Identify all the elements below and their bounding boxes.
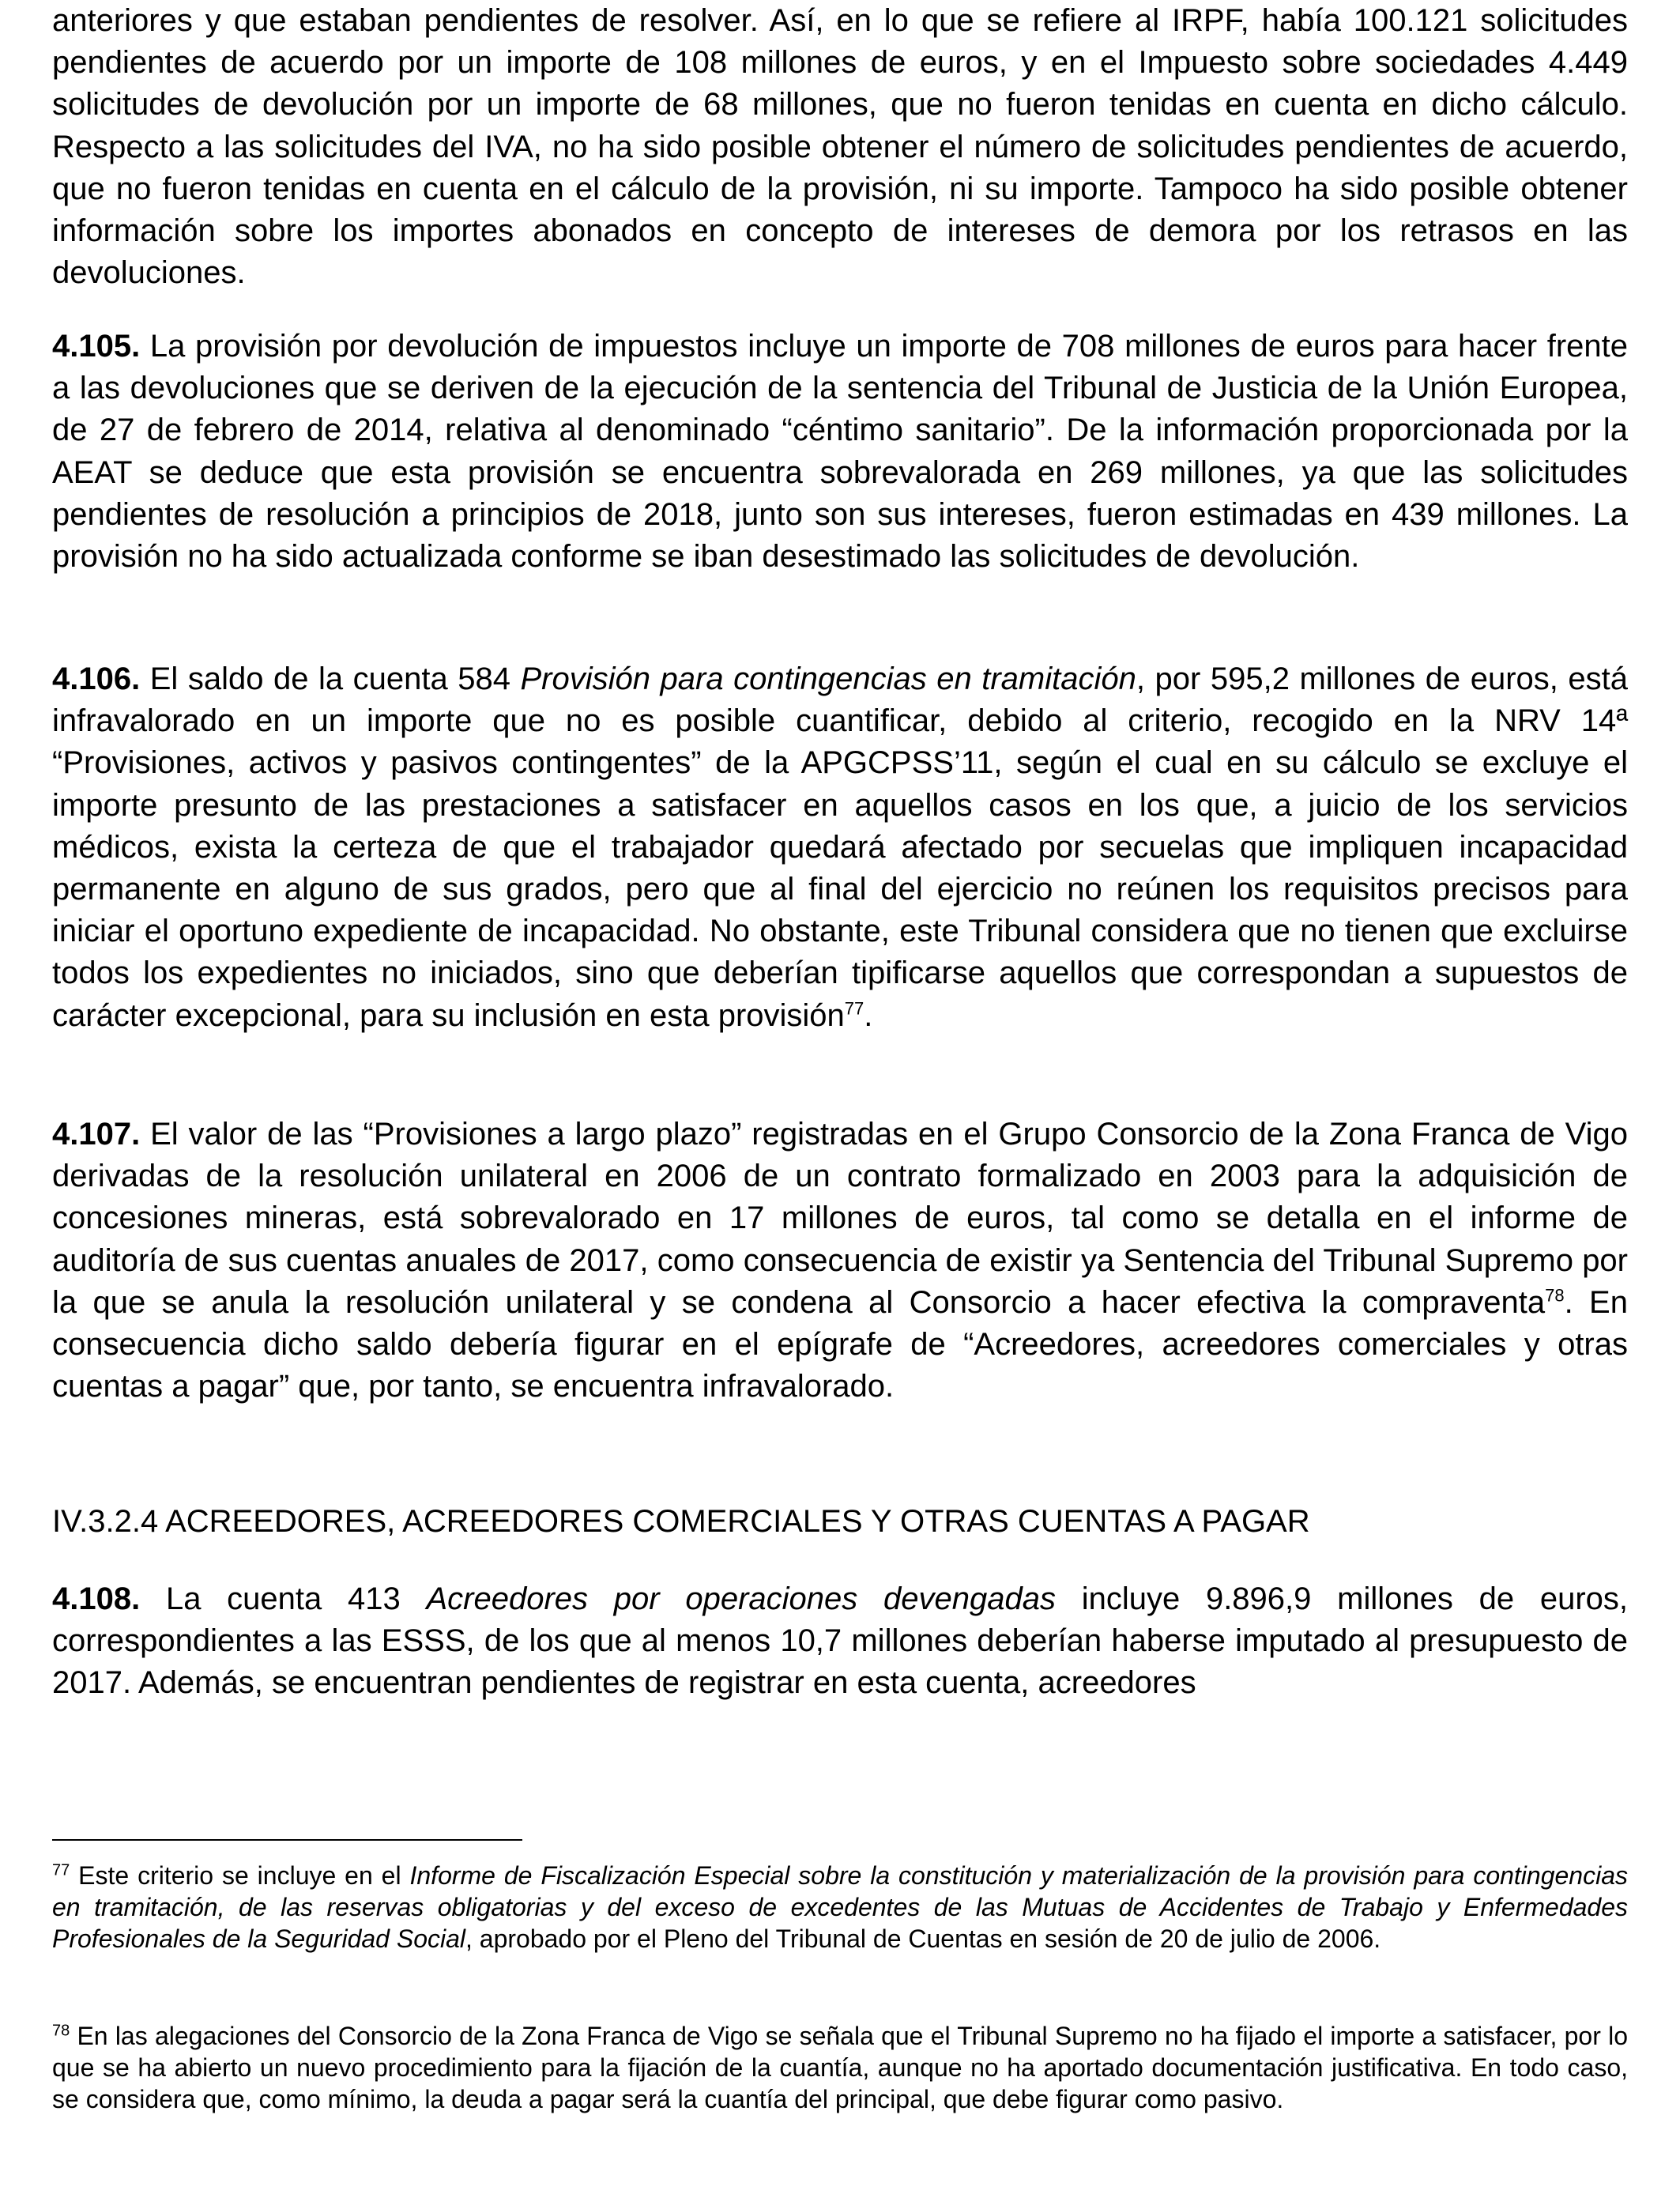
paragraph-continued: anteriores y que estaban pendientes de resolver. Así, en lo que se refiere al IRPF, había 100.121 solicitudes pendientes de acuerdo por un importe de 108 millones de euros, y en el Impuesto sobre sociedades 4.449 solicitudes de devolución por un importe de 68 millones, que no fueron tenidas en cuenta en dicho cálculo. Respecto a las solicitudes del IVA, no ha sido posible obtener el número de solicitudes pendientes de acuerdo, que no fueron tenidas en cuenta en el cálculo de la provisión, ni su importe. Tampoco ha sido posible obtener información sobre los importes abonados en concepto de intereses de demora por los retrasos en las devoluciones.	[52, 3, 1628, 291]
account-name-italic: Provisión para contingencias en tramitación	[520, 662, 1136, 696]
footnote-text: , aprobado por el Pleno del Tribunal de Cuentas en sesión de 20 de julio de 2006.	[465, 1924, 1381, 1953]
paragraph-text: incluye 9.896,9 millones de euros, correspondientes a las ESSS, de los que al menos 10,7 millones deberían haberse imputado al presupuesto de 2017. Además, se encuentran pendientes de registrar en esta cuenta, acreedores	[52, 1581, 1628, 1701]
paragraph-text: La cuenta 413	[140, 1581, 427, 1616]
paragraph-number: 4.105.	[52, 329, 141, 364]
footnote-text: En las alegaciones del Consorcio de la Zona Franca de Vigo se señala que el Tribunal Supremo no ha fijado el importe a satisfacer, por lo que se ha abierto un nuevo procedimiento para la fijación de la cuantía, aunque no ha aportado documentación justificativa. En todo caso, se considera que, como mínimo, la deuda a pagar será la cuantía del principal, que debe figurar como pasivo.	[52, 2022, 1628, 2113]
paragraph-text: El valor de las “Provisiones a largo plazo” registradas en el Grupo Consorcio de la Zona Franca de Vigo derivadas de la resolución unilateral en 2006 de un contrato formalizado en 2003 para la adquisición de concesiones mineras, está sobrevalorado en 17 millones de euros, tal como se detalla en el informe de auditoría de sus cuentas anuales de 2017, como consecuencia de existir ya Sentencia del Tribunal Supremo por la que se anula la resolución unilateral y se condena al Consorcio a hacer efectiva la compraventa	[52, 1117, 1628, 1320]
paragraph-number: 4.108.	[52, 1581, 141, 1616]
paragraph-text-end: .	[864, 997, 873, 1033]
footnote-mark: 77	[52, 1861, 70, 1879]
account-name-italic: Acreedores por operaciones devengadas	[426, 1581, 1056, 1616]
section-heading: IV.3.2.4 ACREEDORES, ACREEDORES COMERCIALES Y OTRAS CUENTAS A PAGAR	[52, 1504, 1310, 1539]
paragraph-4105	[52, 326, 1628, 578]
paragraph-4107	[52, 1114, 1628, 1408]
footnote-78	[52, 2020, 1628, 2115]
paragraph-text: La provisión por devolución de impuestos incluye un importe de 708 millones de euros para hacer frente a las devoluciones que se deriven de la ejecución de la sentencia del Tribunal de Justicia de la Unión Europea, de 27 de febrero de 2014, relativa al denominado “céntimo sanitario”. De la información proporcionada por la AEAT se deduce que esta provisión se encuentra sobrevalorada en 269 millones, ya que las solicitudes pendientes de resolución a principios de 2018, junto son sus intereses, fueron estimadas en 439 millones. La provisión no ha sido actualizada conforme se iban desestimado las solicitudes de devolución.	[52, 329, 1628, 575]
paragraph-text: , por 595,2 millones de euros, está infravalorado en un importe que no es posible cuantificar, debido al criterio, recogido en la NRV 14ª “Provisiones, activos y pasivos contingentes” de la APGCPSS’11, según el cual en su cálculo se excluye el importe presunto de las prestaciones a satisfacer en aquellos casos en los que, a juicio de los servicios médicos, exista la certeza de que el trabajador quedará afectado por secuelas que impliquen incapacidad permanente en alguno de sus grados, pero que al final del ejercicio no reúnen los requisitos precisos para iniciar el oportuno expediente de incapacidad. No obstante, este Tribunal considera que no tienen que excluirse todos los expedientes no iniciados, sino que deberían tipificarse aquellos que correspondan a supuestos de carácter excepcional, para su inclusión en esta provisión	[52, 662, 1628, 1033]
paragraph-number: 4.106.	[52, 662, 141, 696]
footnote-text: Este criterio se incluye en el	[70, 1861, 410, 1890]
footnote-separator	[52, 1839, 522, 1841]
paragraph-4108	[52, 1578, 1628, 1705]
paragraph-text: . En consecuencia dicho saldo debería figurar en el epígrafe de “Acreedores, acreedores comerciales y otras cuentas a pagar” que, por tanto, se encuentra infravalorado.	[52, 1284, 1628, 1404]
paragraph-4106	[52, 658, 1628, 1037]
paragraph-text: El saldo de la cuenta 584	[140, 662, 521, 696]
footnote-ref-77[interactable]: 77	[844, 998, 864, 1019]
report-title-italic: Informe de Fiscalización Especial sobre la constitución y materialización de la provisión para contingencias en tramitación, de las reservas obligatorias y del exceso de excedentes de las Mutuas de Accidentes de Trabajo y Enfermedades Profesionales de la Seguridad Social	[52, 1861, 1629, 1953]
paragraph-number: 4.107.	[52, 1117, 141, 1152]
footnote-ref-78[interactable]: 78	[1545, 1285, 1565, 1306]
footnote-mark: 78	[52, 2022, 70, 2040]
footnote-77	[52, 1860, 1628, 1955]
